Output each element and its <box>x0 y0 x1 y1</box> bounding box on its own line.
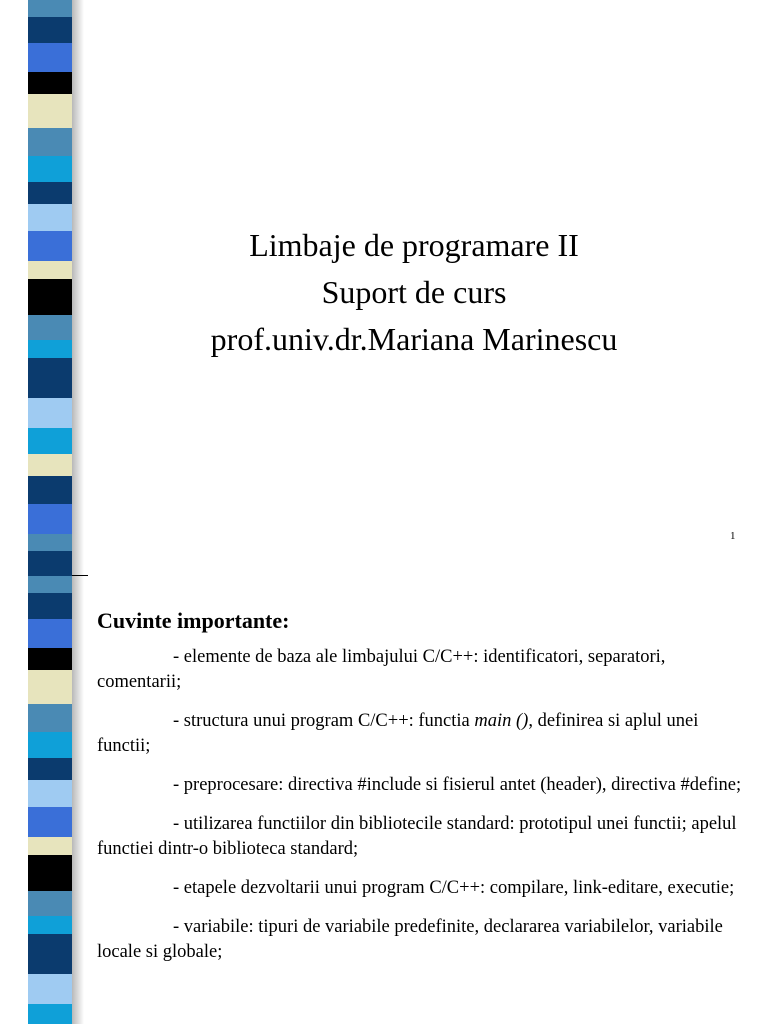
stripe-band <box>28 732 72 758</box>
stripe-band <box>28 128 72 156</box>
keyword-item <box>97 645 747 695</box>
stripe-band <box>28 231 72 261</box>
slide-divider <box>72 575 88 576</box>
stripe-band <box>28 315 72 340</box>
stripe-band <box>28 758 72 780</box>
stripe-band <box>28 648 72 670</box>
stripe-band <box>28 704 72 732</box>
stripe-band <box>28 916 72 934</box>
keyword-item <box>97 876 747 901</box>
stripe-shadow-top <box>72 0 84 576</box>
keyword-list <box>97 645 747 965</box>
stripe-band <box>28 261 72 279</box>
course-subtitle: Suport de curs <box>321 274 507 310</box>
decorative-stripe-bottom <box>28 576 72 1024</box>
keyword-item <box>97 773 747 798</box>
stripe-band <box>28 72 72 94</box>
keyword-text: - elemente de baza ale limbajului C/C++: identificatori, separatori, comentarii; <box>97 647 666 692</box>
stripe-band <box>28 279 72 315</box>
stripe-band <box>28 934 72 974</box>
stripe-band <box>28 1004 72 1024</box>
stripe-band <box>28 891 72 916</box>
keyword-text-start: - structura unui program C/C++: functia <box>173 711 475 731</box>
stripe-band <box>28 476 72 504</box>
stripe-band <box>28 182 72 204</box>
stripe-band <box>28 0 72 17</box>
stripe-band <box>28 534 72 551</box>
decorative-stripe-top <box>28 0 72 576</box>
stripe-band <box>28 398 72 428</box>
stripe-band <box>28 551 72 576</box>
keyword-code-term: main () <box>474 711 529 731</box>
stripe-band <box>28 807 72 837</box>
left-gutter <box>0 0 28 1024</box>
stripe-band <box>28 619 72 648</box>
stripe-band <box>28 17 72 43</box>
keywords-heading: Cuvinte importante: <box>97 608 290 633</box>
page-number: 1 <box>730 530 736 542</box>
keyword-item <box>97 812 747 862</box>
course-author: prof.univ.dr.Mariana Marinescu <box>210 321 618 357</box>
keyword-text: - preprocesare: directiva #include si fisierul antet (header), directiva #define; <box>173 775 742 795</box>
keyword-text: - variabile: tipuri de variabile predefinite, declararea variabilelor, variabile locale si globale; <box>97 917 723 962</box>
stripe-band <box>28 43 72 72</box>
keyword-item <box>97 709 747 759</box>
stripe-band <box>28 454 72 476</box>
stripe-band <box>28 837 72 855</box>
stripe-band <box>28 974 72 1004</box>
stripe-band <box>28 670 72 704</box>
stripe-band <box>28 204 72 231</box>
keyword-text: - etapele dezvoltarii unui program C/C++: compilare, link-editare, executie; <box>173 878 735 898</box>
stripe-band <box>28 156 72 182</box>
keyword-item <box>97 915 747 965</box>
stripe-band <box>28 855 72 891</box>
slide-keywords <box>97 606 747 979</box>
stripe-band <box>28 358 72 398</box>
stripe-band <box>28 94 72 128</box>
stripe-band <box>28 340 72 358</box>
stripe-shadow-bottom <box>72 576 84 1024</box>
course-title: Limbaje de programare II <box>249 227 579 263</box>
stripe-band <box>28 593 72 619</box>
stripe-band <box>28 504 72 534</box>
stripe-band <box>28 428 72 454</box>
stripe-band <box>28 780 72 807</box>
slide-title <box>90 222 738 363</box>
keyword-text: - utilizarea functiilor din bibliotecile standard: prototipul unei functii; apelul functiei dintr-o biblioteca standard; <box>97 814 737 859</box>
keyword-text-end: , definirea si aplul unei functii; <box>97 711 699 756</box>
stripe-band <box>28 576 72 593</box>
